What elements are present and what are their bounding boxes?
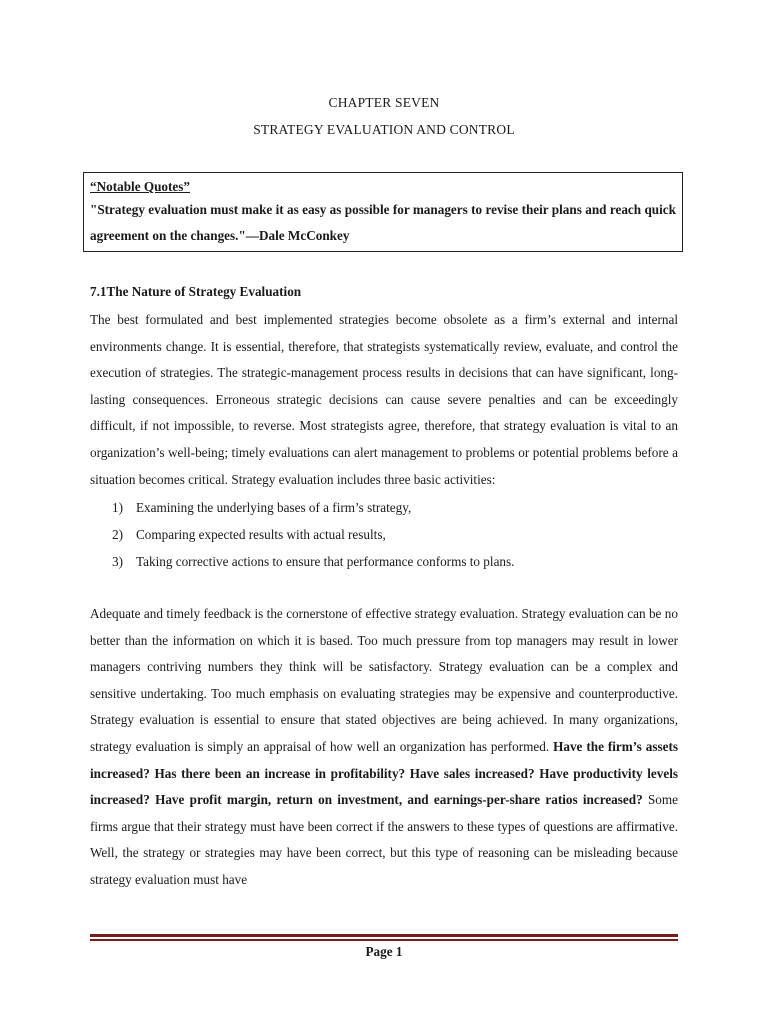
paragraph-2-bold-questions: Have the firm’s assets increased? Has there been an increase in profitability? Have sales increased? Have productivity levels increased? Have profit margin, return on investment, and earnings-per-share ratios increased? xyxy=(90,738,678,808)
chapter-number: CHAPTER SEVEN xyxy=(328,95,440,110)
chapter-title: STRATEGY EVALUATION AND CONTROL xyxy=(253,122,515,137)
quote-label: “Notable Quotes” xyxy=(90,179,191,194)
list-item xyxy=(112,548,514,575)
list-item-number: 3) xyxy=(112,554,123,569)
footer-rule-thick xyxy=(90,934,678,937)
list-item xyxy=(112,521,514,548)
list-item-text: Examining the underlying bases of a firm’s strategy, xyxy=(136,500,412,515)
list-item xyxy=(112,494,514,521)
body-paragraph-2 xyxy=(90,601,678,894)
list-item-text: Comparing expected results with actual results, xyxy=(136,527,386,542)
paragraph-2-text-end: Some firms argue that their strategy must have been correct if the answers to these types of questions are affirmative. Well, the strategy or strategies may have been correct, but this type of reasoning can be misleading because strategy evaluation must have xyxy=(90,792,678,887)
body-paragraph-1: The best formulated and best implemented strategies become obsolete as a firm’s external and internal environments change. It is essential, therefore, that strategists systematically review, evaluate, and control the execution of strategies. The strategic-management process results in decisions that can have significant, long-lasting consequences. Erroneous strategic decisions can cause severe penalties and can be exceedingly difficult, if not impossible, to reverse. Most strategists agree, therefore, that strategy evaluation is vital to an organization’s well-being; timely evaluations can alert management to problems or potential problems before a situation becomes critical. Strategy evaluation includes three basic activities: xyxy=(90,312,678,487)
list-item-number: 2) xyxy=(112,527,123,542)
paragraph-2-text-start: Adequate and timely feedback is the cornerstone of effective strategy evaluation. Strategy evaluation can be no better than the information on which it is based. Too much pressure from top managers may result in lower managers contriving numbers they think will be satisfactory. Strategy evaluation can be a complex and sensitive undertaking. Too much emphasis on evaluating strategies may be expensive and counterproductive. Strategy evaluation is essential to ensure that stated objectives are being achieved. In many organizations, strategy evaluation is simply an appraisal of how well an organization has performed. xyxy=(90,606,678,754)
notable-quote-box xyxy=(83,172,683,252)
activities-list xyxy=(112,494,514,575)
list-item-number: 1) xyxy=(112,500,123,515)
section-heading: 7.1The Nature of Strategy Evaluation xyxy=(90,284,302,299)
page-number: Page 1 xyxy=(365,944,403,959)
quote-text: "Strategy evaluation must make it as easy as possible for managers to revise their plans and reach quick agreement on the changes."—Dale McConkey xyxy=(90,202,676,243)
footer-rule-thin xyxy=(90,939,678,941)
list-item-text: Taking corrective actions to ensure that performance conforms to plans. xyxy=(136,554,515,569)
